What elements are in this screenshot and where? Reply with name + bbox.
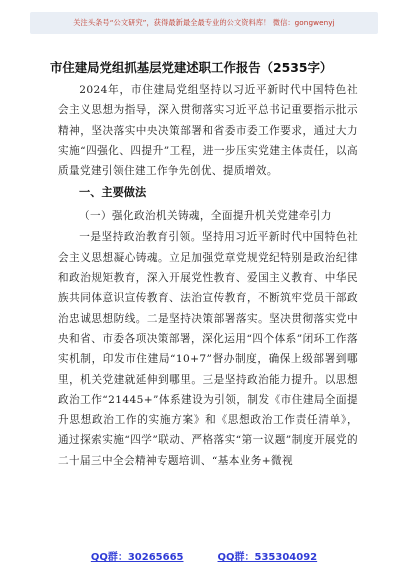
document-body	[58, 80, 358, 471]
footer-qq-groups	[0, 548, 408, 568]
promo-banner-text: 关注头条号“公文研究”，获得最新最全最专业的公文资料库！ 微信：gongwenyj	[73, 18, 335, 27]
section-heading: 一、主要做法	[79, 186, 147, 200]
promo-banner	[30, 12, 378, 34]
document-title: 市住建局党组抓基层党建述职工作报告（2535字）	[50, 60, 333, 75]
qq-group-2[interactable]: QQ群：535304092	[217, 552, 318, 563]
qq-group-1[interactable]: QQ群：30265665	[90, 552, 184, 563]
body-paragraph: 一是坚持政治教育引领。坚持用习近平新时代中国特色社会主义思想凝心铸魂。立足加强党章党规党纪特别是政治纪律和政治规矩教育，深入开展党性教育、爱国主义教育、中华民族共同体意识宣传教育、法治宣传教育，不断筑牢党员干部政治忠诚思想防线。二是坚持决策部署落实。坚决贯彻落实党中央和省、市委各项决策部署，深化运用“四个体系”闭环工作落实机制，印发市住建局“10+7”督办制度，确保上级部署到哪里，机关党建就延伸到哪里。三是坚持政治能力提升。以思想政治工作“21445+”体系建设为引领，制发《市住建局全面提升思想政治工作的实施方案》和《思想政治工作责任清单》，通过探索实施“四学”联动、严格落实“第一议题”制度开展党的二十届三中全会精神专题培训、“基本业务+微视	[58, 231, 358, 467]
sub-heading: （一）强化政治机关铸魂，全面提升机关党建牵引力	[79, 210, 332, 223]
intro-paragraph: 2024年，市住建局党组坚持以习近平新时代中国特色社会主义思想为指导，深入贯彻落实习近平总书记重要指示批示精神，坚决落实中央决策部署和省委市委工作要求，通过大力实施“四强化、四提升”工程，进一步压实党建主体责任，以高质量党建引领住建工作争先创优、提质增效。	[58, 84, 358, 178]
